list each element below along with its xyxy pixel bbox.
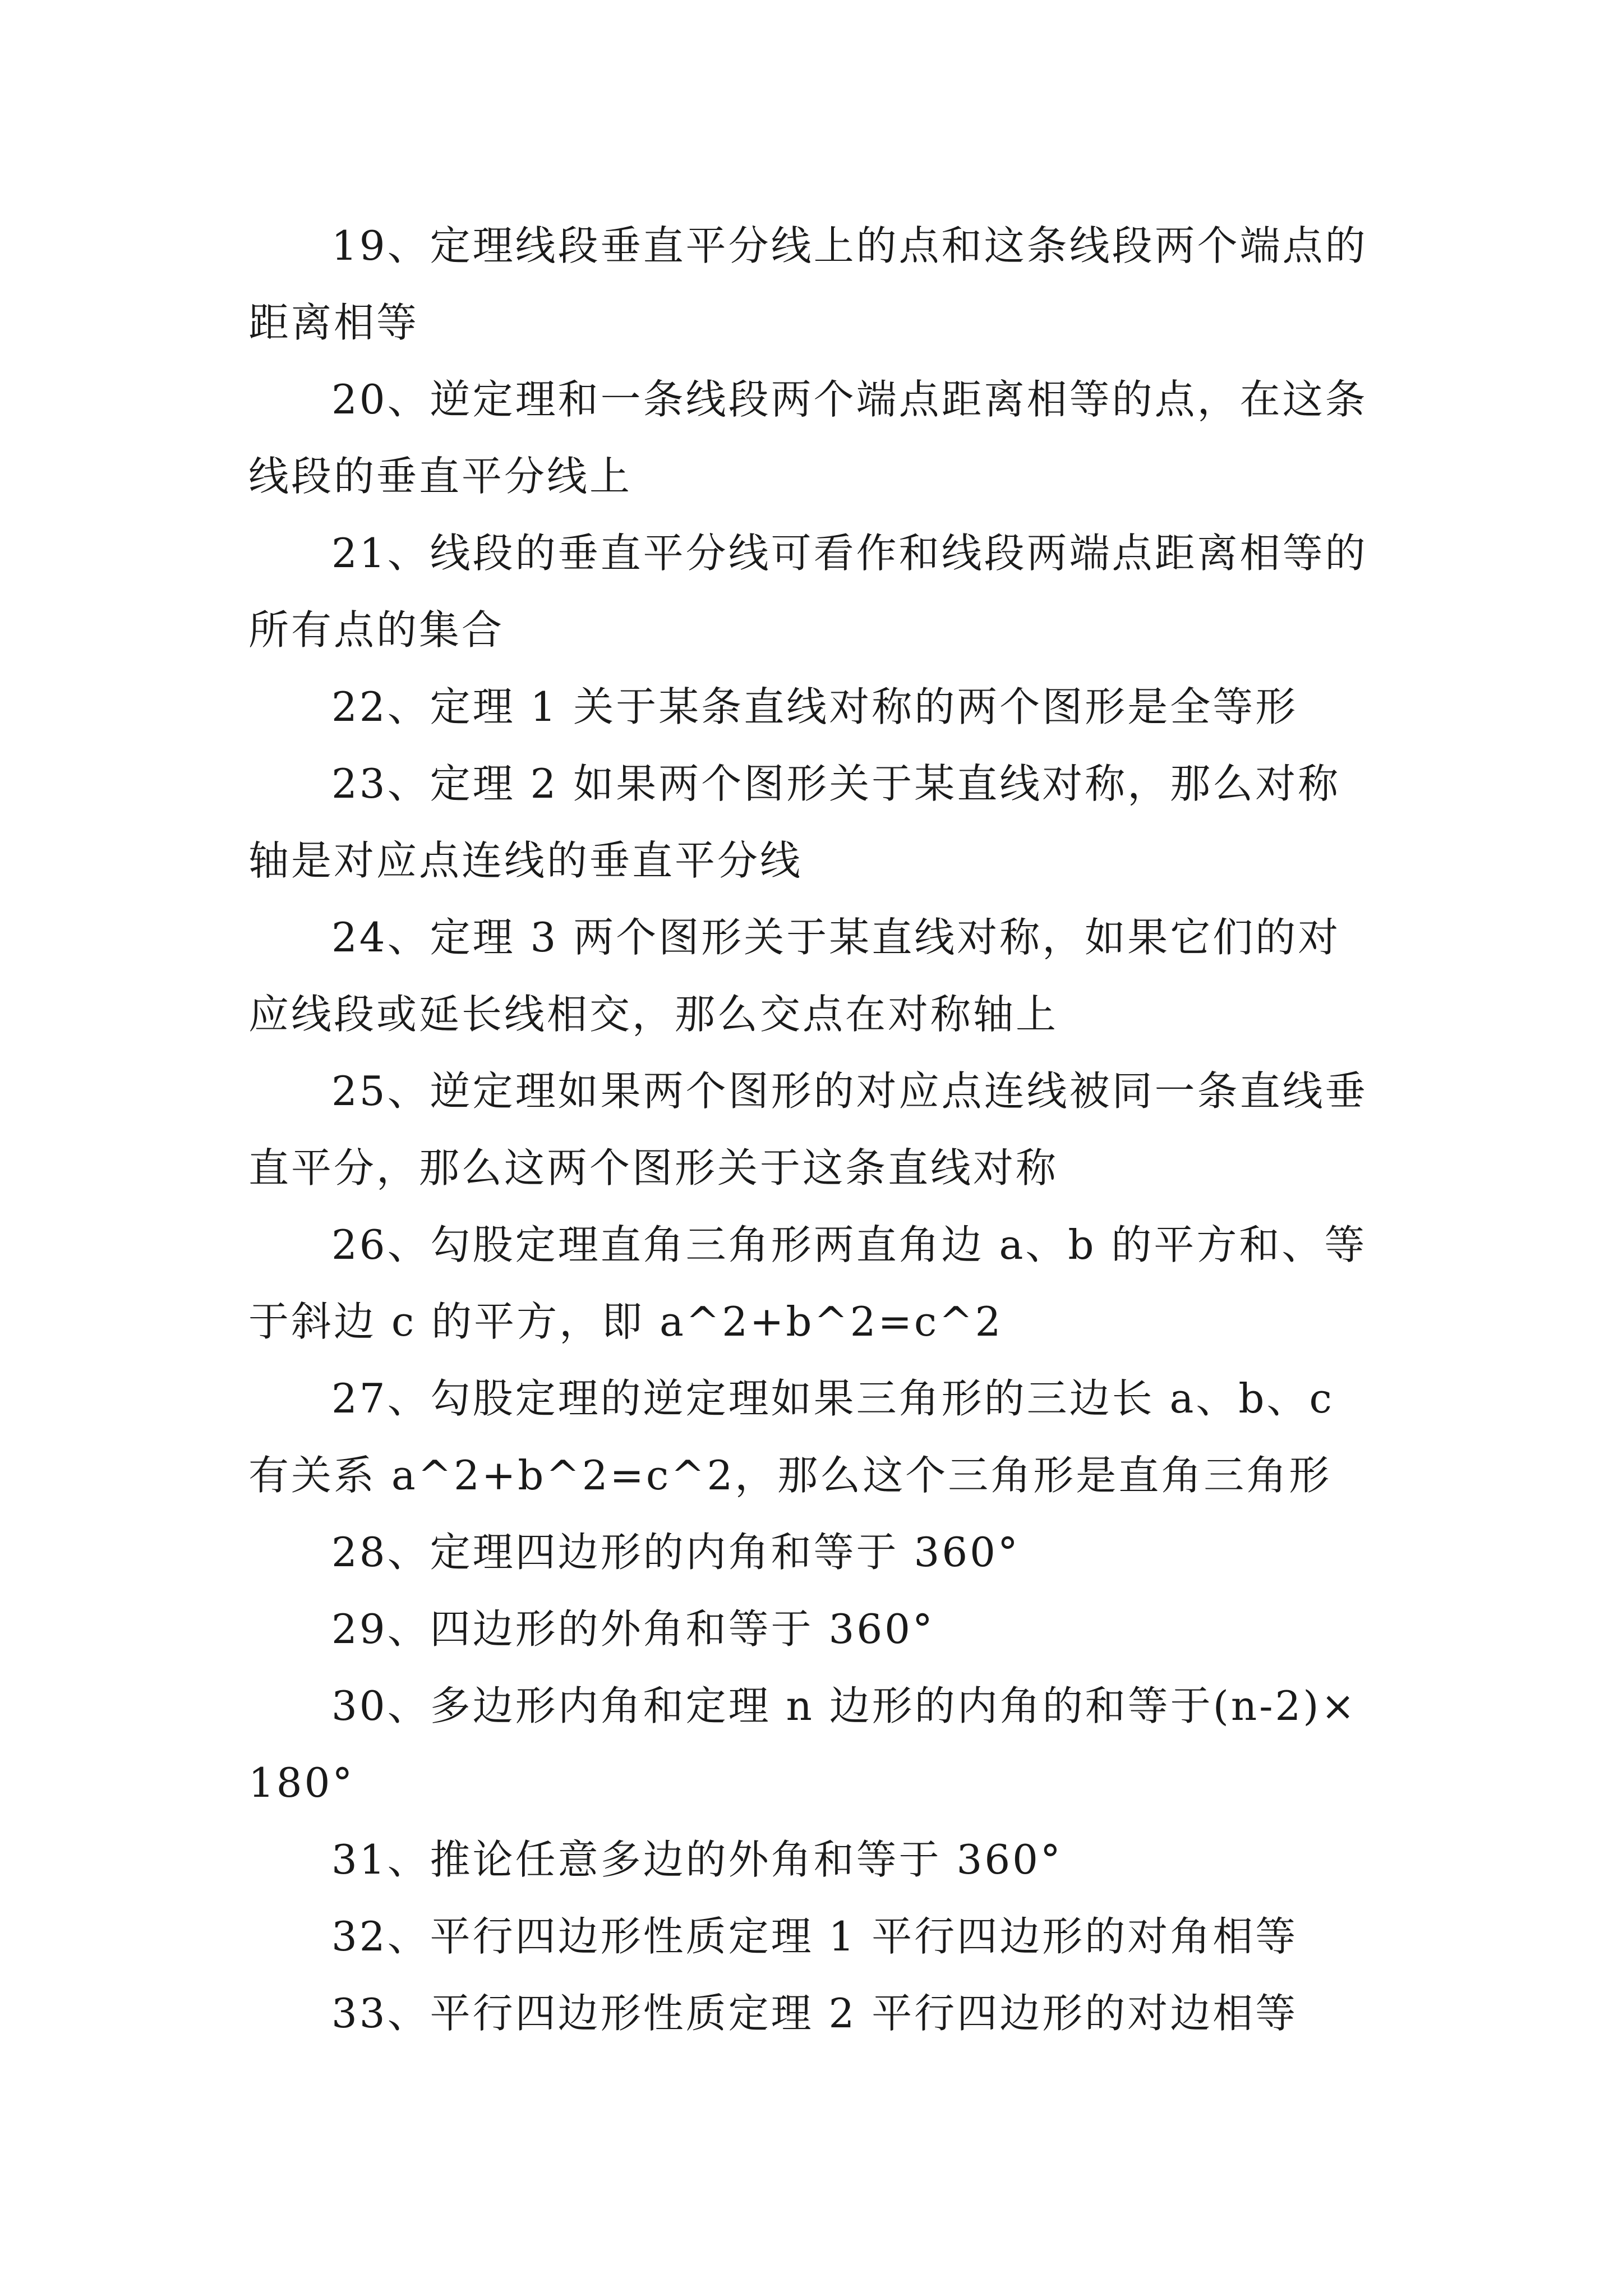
- paragraph-28: 28、定理四边形的内角和等于 360°: [331, 1529, 1020, 1576]
- paragraph-22: 22、定理 1 关于某条直线对称的两个图形是全等形: [331, 683, 1298, 730]
- paragraph-20: 20、逆定理和一条线段两个端点距离相等的点，在这条线段的垂直平分线上: [248, 376, 1368, 500]
- paragraph-19: 19、定理线段垂直平分线上的点和这条线段两个端点的距离相等: [248, 222, 1368, 346]
- paragraph-33: 33、平行四边形性质定理 2 平行四边形的对边相等: [331, 1990, 1298, 2037]
- paragraph-26: 26、勾股定理直角三角形两直角边 a、b 的平方和、等于斜边 c 的平方，即 a^2+b^2=c^2: [248, 1221, 1367, 1345]
- paragraph-24: 24、定理 3 两个图形关于某直线对称，如果它们的对应线段或延长线相交，那么交点在对称轴上: [248, 914, 1341, 1038]
- paragraph-29: 29、四边形的外角和等于 360°: [331, 1605, 935, 1653]
- paragraph-23: 23、定理 2 如果两个图形关于某直线对称，那么对称轴是对应点连线的垂直平分线: [248, 760, 1341, 884]
- paragraph-27: 27、勾股定理的逆定理如果三角形的三边长 a、b、c 有关系 a^2+b^2=c^2，那么这个三角形是直角三角形: [248, 1375, 1334, 1499]
- document-body: [248, 208, 1381, 2052]
- paragraph-32: 32、平行四边形性质定理 1 平行四边形的对角相等: [331, 1913, 1298, 1960]
- paragraph-25: 25、逆定理如果两个图形的对应点连线被同一条直线垂直平分，那么这两个图形关于这条直线对称: [248, 1068, 1368, 1191]
- paragraph-30: 30、多边形内角和定理 n 边形的内角的和等于(n-2)×180°: [248, 1682, 1357, 1806]
- paragraph-31: 31、推论任意多边的外角和等于 360°: [331, 1836, 1063, 1883]
- paragraph-21: 21、线段的垂直平分线可看作和线段两端点距离相等的所有点的集合: [248, 530, 1368, 654]
